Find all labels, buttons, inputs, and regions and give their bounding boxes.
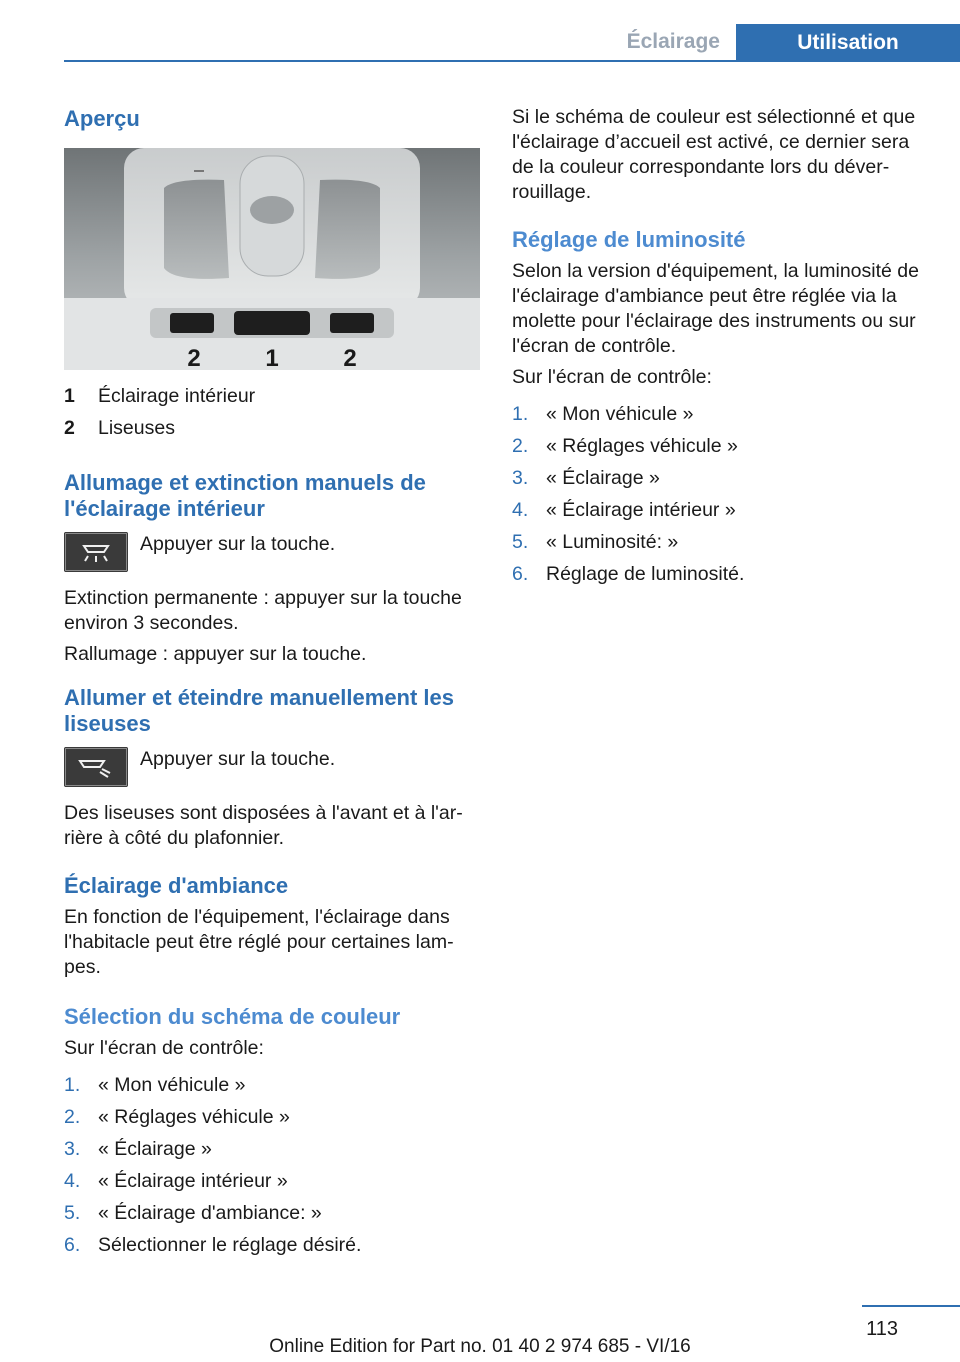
- page-number: 113: [866, 1318, 898, 1340]
- step-text: Réglage de luminosité.: [546, 563, 745, 585]
- step-number: 6.: [512, 563, 529, 585]
- step-number: 1.: [64, 1074, 81, 1096]
- legend-number: 1: [64, 385, 75, 407]
- step-item: [64, 1197, 482, 1229]
- left-column: [64, 100, 482, 1261]
- photo-callout-right: 2: [343, 345, 357, 370]
- legend-text: Liseuses: [98, 417, 175, 439]
- manual-interior-instruction: Appuyer sur la touche.: [140, 533, 336, 555]
- color-scheme-steps: [64, 1069, 482, 1261]
- color-scheme-note: Si le schéma de couleur est sélectionné et que l'éclairage d’accueil est activé, ce dernier sera de la couleur correspondante lors du déver‐ rouillage.: [512, 106, 916, 203]
- ambient-p1: En fonction de l'équipement, l'éclairage dans l'habitacle peut être réglé pour certaines lam‐ pes.: [64, 906, 454, 978]
- brightness-steps: [512, 398, 930, 590]
- step-text: « Éclairage »: [98, 1138, 212, 1160]
- manual-interior-heading: Allumage et extinction manuels de l'éclairage intérieur: [64, 470, 426, 521]
- manual-interior-p1: Extinction permanente : appuyer sur la touche environ 3 secondes.: [64, 587, 462, 634]
- reading-lights-instruction: Appuyer sur la touche.: [140, 748, 336, 770]
- brightness-p1: Selon la version d'équipement, la luminosité de l'éclairage d'ambiance peut être réglée via la molette pour l'éclairage des instruments ou sur l'écran de contrôle.: [512, 260, 919, 357]
- brightness-intro: Sur l'écran de contrôle:: [512, 366, 712, 388]
- step-text: « Éclairage »: [546, 467, 660, 489]
- photo-callout-left: 2: [187, 345, 201, 370]
- reading-light-button-left: [170, 313, 214, 333]
- running-header-tab: [736, 24, 960, 62]
- step-item: [64, 1229, 482, 1261]
- interior-light-key-row: [64, 532, 482, 572]
- running-header-section: Éclairage: [626, 30, 720, 53]
- reading-lights-heading: Allumer et éteindre manuellement les liseuses: [64, 685, 455, 736]
- step-item: [512, 398, 930, 430]
- step-item: [512, 558, 930, 590]
- step-item: [64, 1165, 482, 1197]
- step-text: « Mon véhicule »: [98, 1074, 246, 1096]
- brightness-heading: Réglage de luminosité: [512, 227, 746, 252]
- step-number: 4.: [512, 499, 529, 521]
- color-scheme-heading: Sélection du schéma de couleur: [64, 1004, 401, 1029]
- reading-light-key-row: [64, 747, 482, 787]
- step-text: Sélectionner le réglage désiré.: [98, 1234, 362, 1256]
- ambient-heading: Éclairage d'ambiance: [64, 873, 289, 898]
- manual-interior-p2: Rallumage : appuyer sur la touche.: [64, 643, 367, 665]
- reading-lights-p1: Des liseuses sont disposées à l'avant et à l'ar‐ rière à côté du plafonnier.: [64, 802, 463, 849]
- step-text: « Éclairage intérieur »: [546, 499, 736, 521]
- step-text: « Luminosité: »: [546, 531, 679, 553]
- step-number: 5.: [512, 531, 529, 553]
- photo-callout-center: 1: [265, 345, 279, 370]
- edition-footer: Online Edition for Part no. 01 40 2 974 685 - VI/16: [269, 1336, 691, 1357]
- color-scheme-intro: Sur l'écran de contrôle:: [64, 1037, 264, 1059]
- step-number: 5.: [64, 1202, 81, 1224]
- step-item: [512, 462, 930, 494]
- legend-text: Éclairage intérieur: [98, 385, 256, 407]
- step-item: [512, 526, 930, 558]
- interior-light-key-icon: [64, 532, 128, 572]
- right-column: [512, 100, 930, 590]
- step-number: 2.: [64, 1106, 81, 1128]
- reading-light-button-right: [330, 313, 374, 333]
- step-text: « Réglages véhicule »: [98, 1106, 290, 1128]
- overview-heading: Aperçu: [64, 106, 140, 131]
- legend-item: [64, 412, 482, 444]
- photo-legend: [64, 380, 482, 444]
- step-text: « Réglages véhicule »: [546, 435, 738, 457]
- step-item: [512, 494, 930, 526]
- step-number: 3.: [512, 467, 529, 489]
- step-item: [64, 1133, 482, 1165]
- legend-number: 2: [64, 417, 75, 439]
- step-text: « Mon véhicule »: [546, 403, 694, 425]
- footer-rule: [862, 1305, 960, 1307]
- step-item: [64, 1069, 482, 1101]
- step-number: 3.: [64, 1138, 81, 1160]
- interior-light-button: [234, 311, 310, 335]
- step-text: « Éclairage d'ambiance: »: [98, 1202, 322, 1224]
- step-number: 6.: [64, 1234, 81, 1256]
- step-number: 1.: [512, 403, 529, 425]
- overhead-console-photo: [64, 148, 480, 370]
- step-item: [512, 430, 930, 462]
- step-text: « Éclairage intérieur »: [98, 1170, 288, 1192]
- step-number: 4.: [64, 1170, 81, 1192]
- step-number: 2.: [512, 435, 529, 457]
- reading-light-key-icon: [64, 747, 128, 787]
- running-header-tab-label: Utilisation: [797, 31, 899, 54]
- legend-item: [64, 380, 482, 412]
- header-rule: [64, 60, 960, 62]
- step-item: [64, 1101, 482, 1133]
